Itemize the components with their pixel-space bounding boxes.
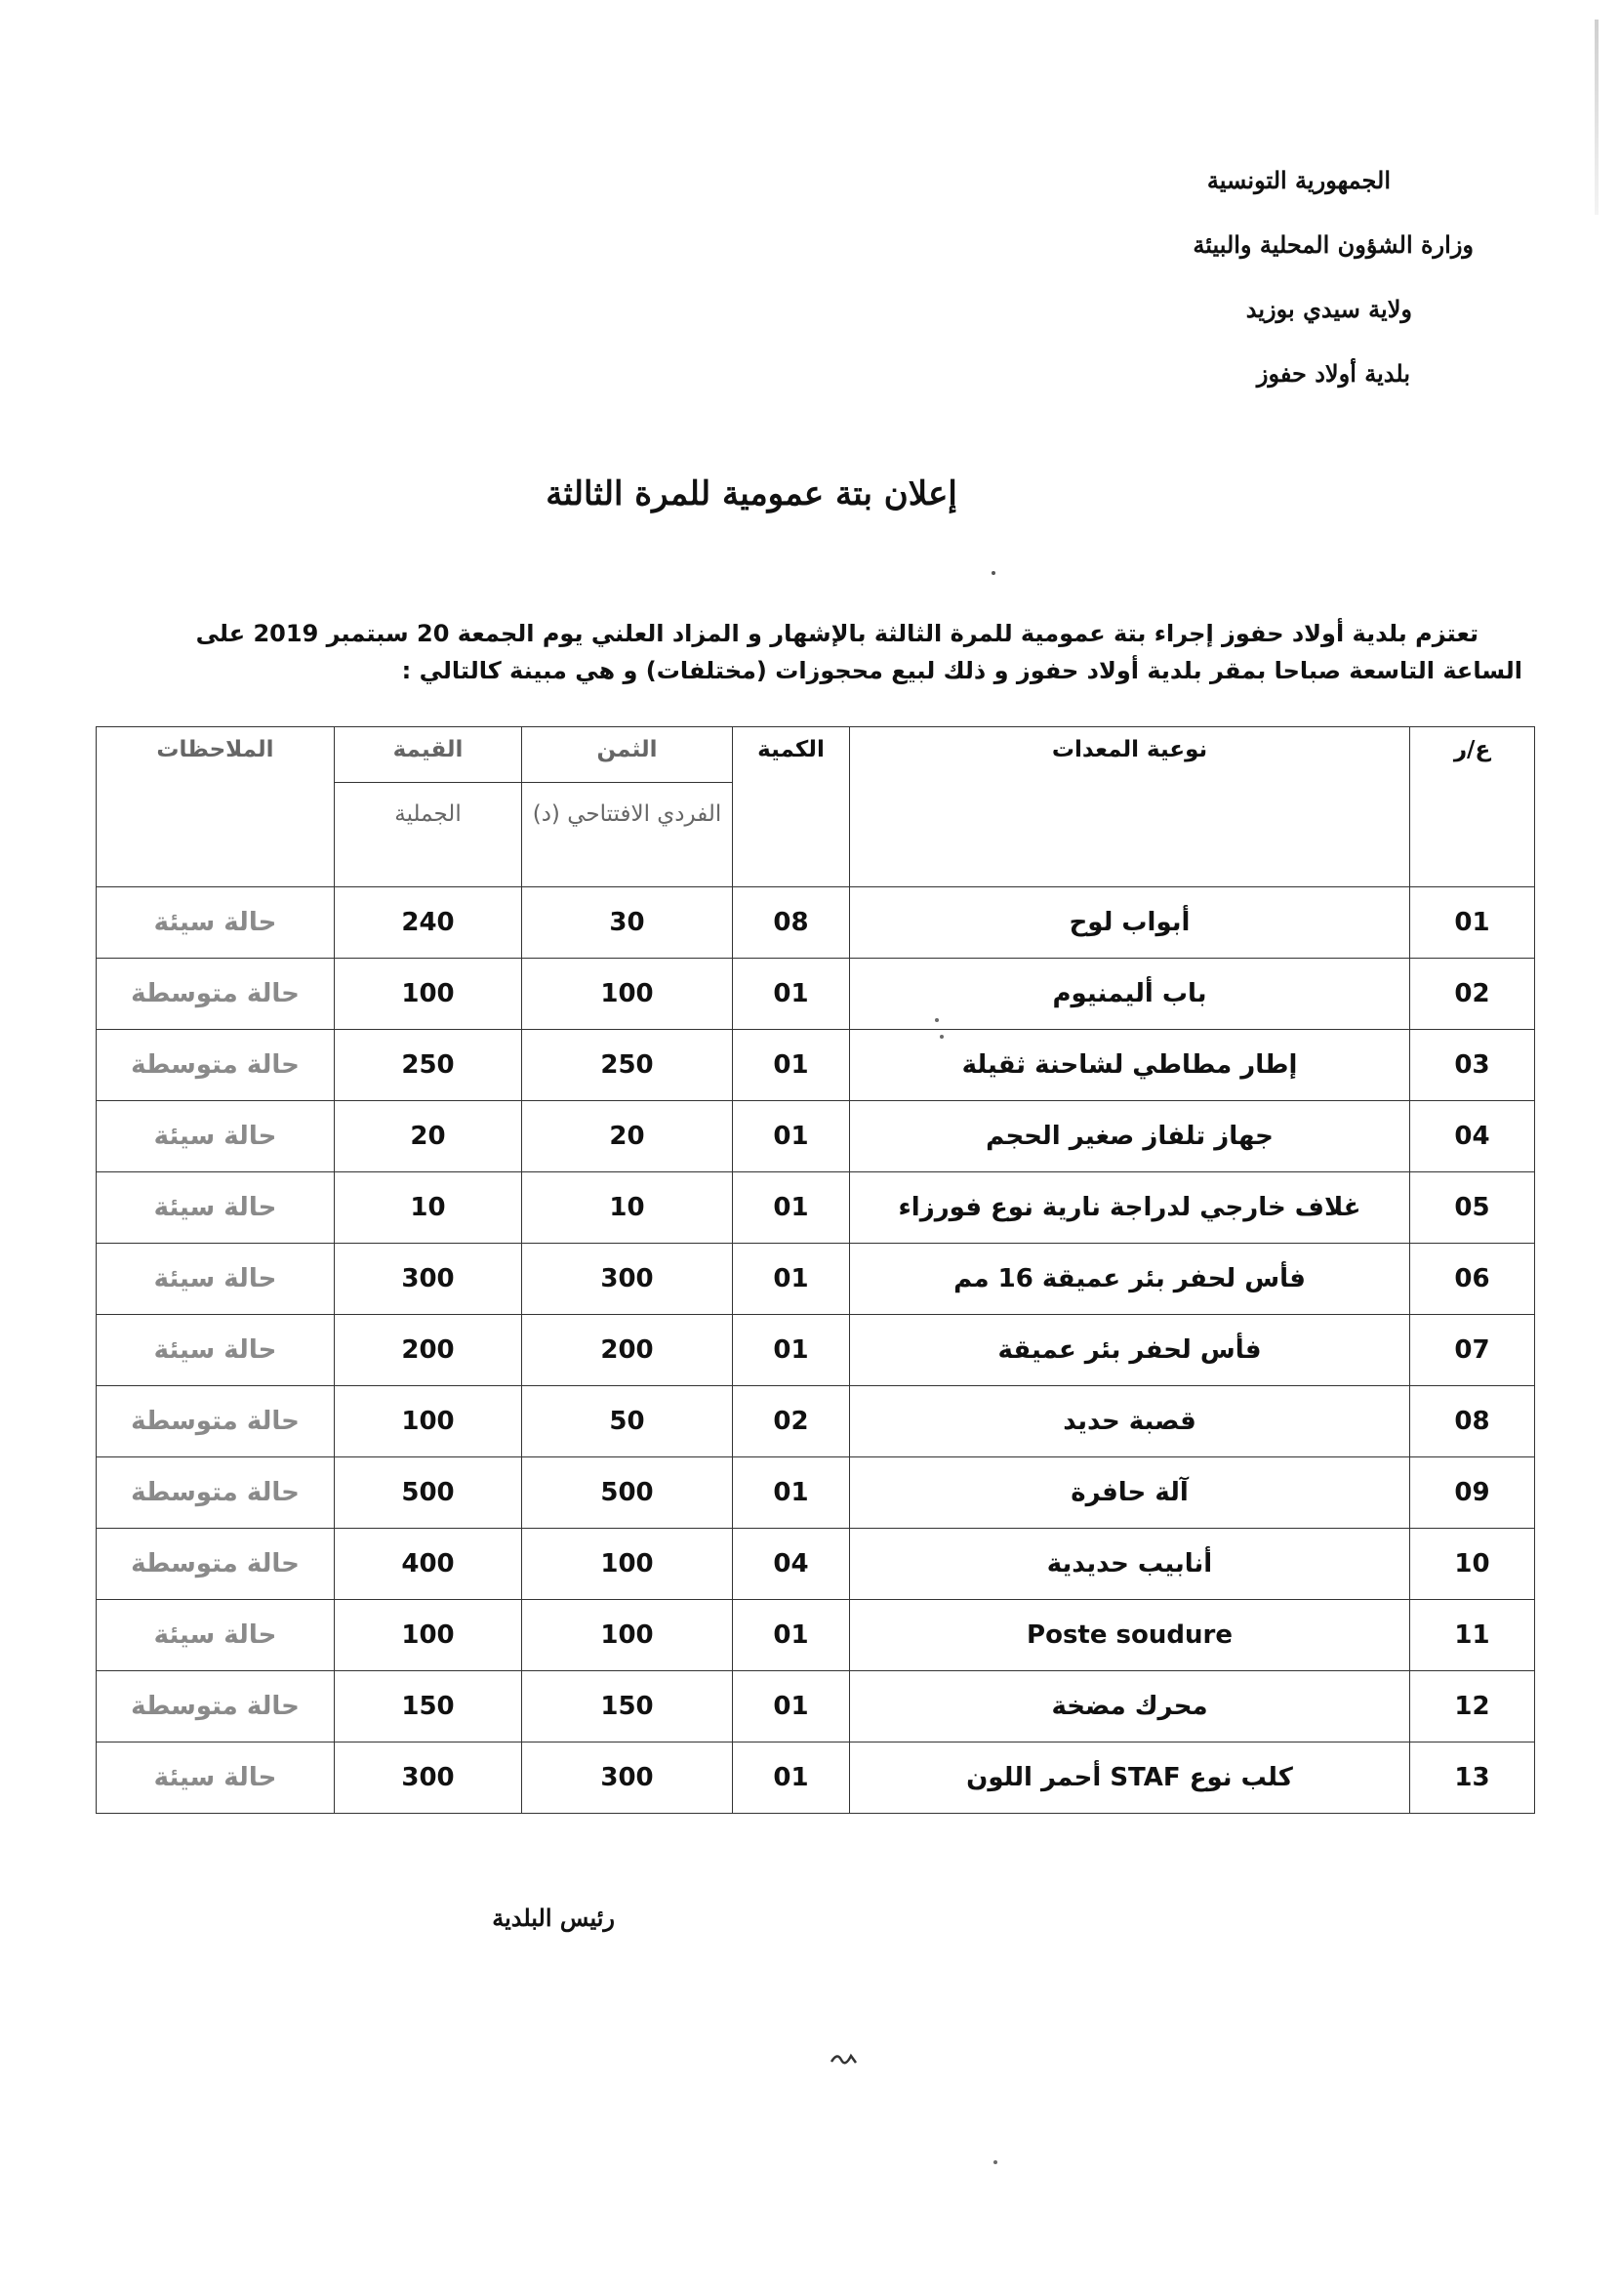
row-price: 100 [522,1600,733,1671]
row-quantity: 02 [733,1386,850,1457]
row-value: 100 [335,1600,522,1671]
municipality-name: بلدية أولاد حفوز [1256,359,1410,388]
row-index: 09 [1410,1457,1535,1529]
row-index: 04 [1410,1101,1535,1172]
items-table [96,726,1535,1814]
header-item: نوعية المعدات [850,727,1410,887]
ink-dot [992,571,995,575]
row-price: 150 [522,1671,733,1742]
row-price: 30 [522,887,733,959]
row-quantity: 01 [733,1101,850,1172]
table-header-row [97,727,1535,783]
row-quantity: 01 [733,1457,850,1529]
table-row [97,1386,1535,1457]
row-value: 100 [335,1386,522,1457]
row-value: 10 [335,1172,522,1244]
row-item: محرك مضخة [850,1671,1410,1742]
row-item: غلاف خارجي لدراجة نارية نوع فورزاء [850,1172,1410,1244]
row-index: 01 [1410,887,1535,959]
row-quantity: 01 [733,1172,850,1244]
ink-speck [940,1035,944,1039]
row-quantity: 01 [733,1600,850,1671]
row-index: 07 [1410,1315,1535,1386]
row-price: 100 [522,959,733,1030]
row-price: 300 [522,1244,733,1315]
header-value-sub: الجملية [335,783,522,887]
row-quantity: 01 [733,959,850,1030]
row-value: 200 [335,1315,522,1386]
row-quantity: 01 [733,1671,850,1742]
intro-line-1: تعتزم بلدية أولاد حفوز إجراء بتة عمومية للمرة الثالثة بالإشهار و المزاد العلني يوم الجمعة 20 سبتمبر 2019 على [195,620,1478,647]
row-remarks: حالة سيئة [97,887,335,959]
table-row [97,1244,1535,1315]
row-remarks: حالة متوسطة [97,1529,335,1600]
row-value: 300 [335,1742,522,1814]
row-remarks: حالة سيئة [97,1315,335,1386]
announcement-intro [98,615,1522,689]
signature-label: رئيس البلدية [492,1904,615,1932]
row-index: 13 [1410,1742,1535,1814]
row-index: 08 [1410,1386,1535,1457]
row-item: أبواب لوح [850,887,1410,959]
row-remarks: حالة سيئة [97,1600,335,1671]
row-remarks: حالة سيئة [97,1101,335,1172]
row-remarks: حالة متوسطة [97,1457,335,1529]
row-quantity: 01 [733,1315,850,1386]
row-value: 400 [335,1529,522,1600]
row-remarks: حالة متوسطة [97,1386,335,1457]
row-index: 10 [1410,1529,1535,1600]
announcement-title: إعلان بتة عمومية للمرة الثالثة [546,474,957,513]
row-remarks: حالة متوسطة [97,1671,335,1742]
row-quantity: 01 [733,1244,850,1315]
header-price: الثمن [522,727,733,783]
signature-scribble-icon [830,2048,859,2068]
country-name: الجمهورية التونسية [1206,166,1391,194]
header-quantity: الكمية [733,727,850,887]
row-value: 20 [335,1101,522,1172]
table-row [97,1742,1535,1814]
table-row [97,1101,1535,1172]
header-value: القيمة [335,727,522,783]
row-item: فأس لحفر بئر عميقة 16 مم [850,1244,1410,1315]
row-item: أنابيب حديدية [850,1529,1410,1600]
row-price: 200 [522,1315,733,1386]
ink-speck [993,2160,997,2164]
row-item: جهاز تلفاز صغير الحجم [850,1101,1410,1172]
row-price: 250 [522,1030,733,1101]
row-price: 300 [522,1742,733,1814]
row-item: إطار مطاطي لشاحنة ثقيلة [850,1030,1410,1101]
row-price: 20 [522,1101,733,1172]
header-price-sub: الفردي الافتتاحي (د) [522,783,733,887]
table-row [97,1030,1535,1101]
row-index: 03 [1410,1030,1535,1101]
row-remarks: حالة سيئة [97,1244,335,1315]
intro-line-2: الساعة التاسعة صباحا بمقر بلدية أولاد حفوز و ذلك لبيع محجوزات (مختلفات) و هي مبينة كالتالي : [401,657,1522,684]
row-index: 05 [1410,1172,1535,1244]
row-index: 12 [1410,1671,1535,1742]
row-item: Poste soudure [850,1600,1410,1671]
table-row [97,959,1535,1030]
table-row [97,1671,1535,1742]
row-remarks: حالة سيئة [97,1742,335,1814]
scan-edge-shadow [1595,20,1599,215]
row-quantity: 01 [733,1742,850,1814]
row-item: كلب نوع STAF أحمر اللون [850,1742,1410,1814]
row-value: 300 [335,1244,522,1315]
table-row [97,1172,1535,1244]
row-item: آلة حافرة [850,1457,1410,1529]
row-value: 150 [335,1671,522,1742]
row-quantity: 08 [733,887,850,959]
row-value: 500 [335,1457,522,1529]
row-remarks: حالة متوسطة [97,1030,335,1101]
row-quantity: 01 [733,1030,850,1101]
governorate-name: ولاية سيدي بوزيد [1245,295,1412,323]
row-index: 06 [1410,1244,1535,1315]
row-item: باب أليمنيوم [850,959,1410,1030]
header-remarks: الملاحظات [97,727,335,887]
ink-speck [935,1018,939,1022]
table-row [97,1529,1535,1600]
ministry-name: وزارة الشؤون المحلية والبيئة [1193,230,1474,259]
row-value: 250 [335,1030,522,1101]
row-item: فأس لحفر بئر عميقة [850,1315,1410,1386]
row-value: 100 [335,959,522,1030]
row-remarks: حالة سيئة [97,1172,335,1244]
letterhead [849,148,1474,406]
row-index: 11 [1410,1600,1535,1671]
row-item: قصبة حديد [850,1386,1410,1457]
row-remarks: حالة متوسطة [97,959,335,1030]
row-price: 500 [522,1457,733,1529]
row-index: 02 [1410,959,1535,1030]
row-quantity: 04 [733,1529,850,1600]
table-row [97,1315,1535,1386]
row-price: 10 [522,1172,733,1244]
header-index: ع/ر [1410,727,1535,887]
row-price: 50 [522,1386,733,1457]
table-row [97,887,1535,959]
table-row [97,1457,1535,1529]
row-value: 240 [335,887,522,959]
table-row [97,1600,1535,1671]
row-price: 100 [522,1529,733,1600]
